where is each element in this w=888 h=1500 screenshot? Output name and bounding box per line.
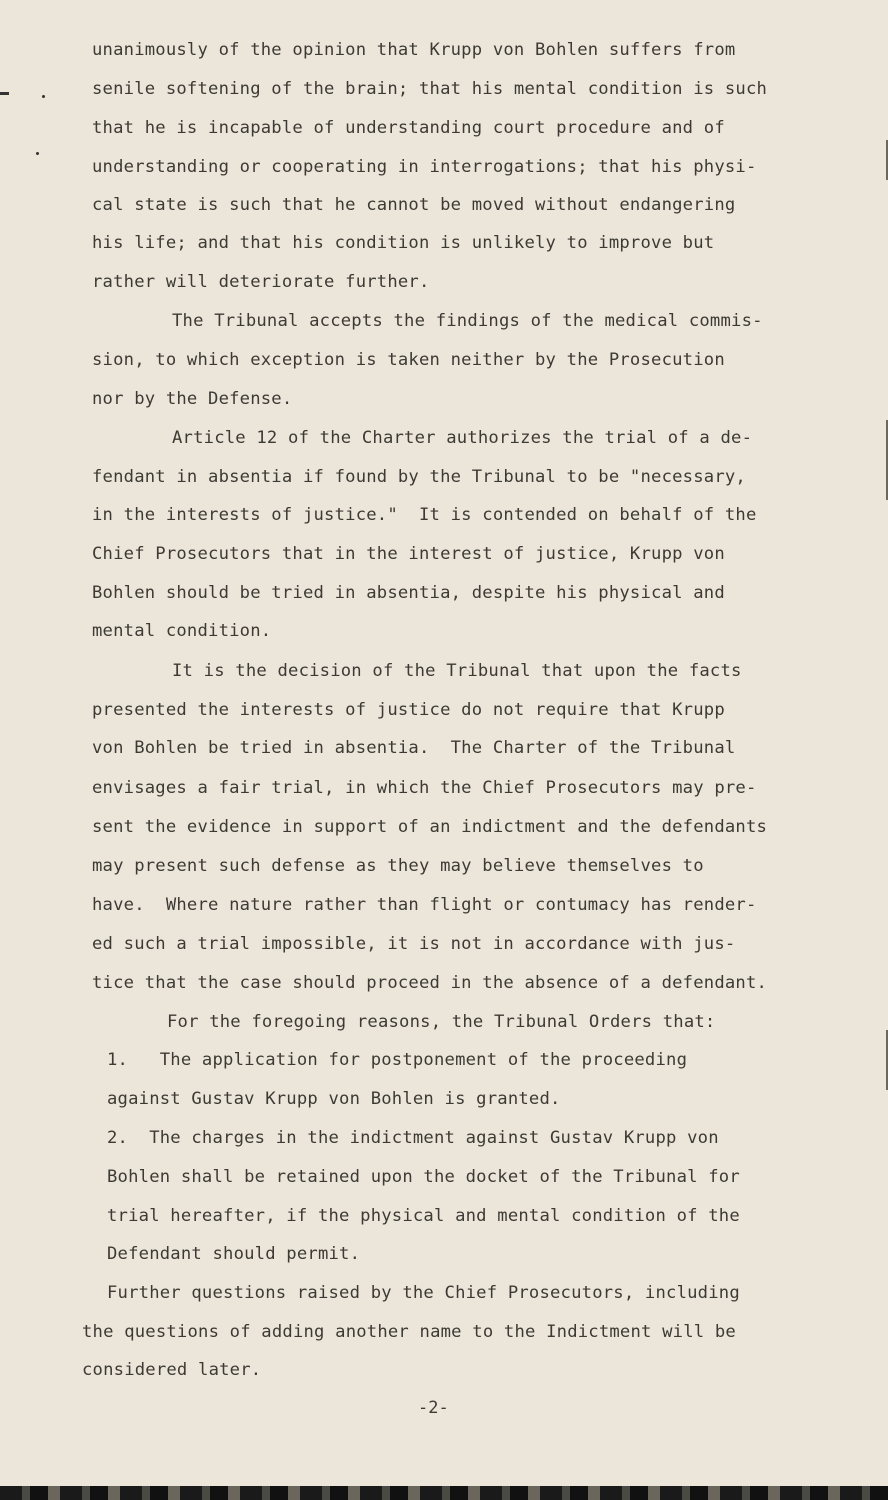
text-line: von Bohlen be tried in absentia. The Charter of the Tribunal bbox=[92, 738, 736, 758]
text-line: 2. The charges in the indictment against Gustav Krupp von bbox=[107, 1128, 719, 1148]
text-line: It is the decision of the Tribunal that upon the facts bbox=[172, 661, 742, 681]
text-line: the questions of adding another name to the Indictment will be bbox=[82, 1322, 736, 1342]
text-line: trial hereafter, if the physical and mental condition of the bbox=[107, 1206, 740, 1226]
text-line: senile softening of the brain; that his mental condition is such bbox=[92, 79, 768, 99]
text-line: sent the evidence in support of an indictment and the defendants bbox=[92, 817, 768, 837]
text-line: sion, to which exception is taken neither by the Prosecution bbox=[92, 350, 725, 370]
text-line: cal state is such that he cannot be moved without endangering bbox=[92, 195, 736, 215]
text-line: nor by the Defense. bbox=[92, 389, 293, 409]
text-line: Defendant should permit. bbox=[107, 1244, 361, 1264]
text-line: fendant in absentia if found by the Tribunal to be "necessary, bbox=[92, 467, 746, 487]
text-line: have. Where nature rather than flight or contumacy has render- bbox=[92, 895, 757, 915]
text-line: in the interests of justice." It is contended on behalf of the bbox=[92, 505, 757, 525]
text-line: unanimously of the opinion that Krupp von Bohlen suffers from bbox=[92, 40, 736, 60]
text-line: Article 12 of the Charter authorizes the trial of a de- bbox=[172, 428, 753, 448]
page-number: -2- bbox=[418, 1398, 449, 1418]
text-line: Bohlen shall be retained upon the docket of the Tribunal for bbox=[107, 1167, 740, 1187]
text-line: ed such a trial impossible, it is not in accordance with jus- bbox=[92, 934, 736, 954]
text-line: 1. The application for postponement of the proceeding bbox=[107, 1050, 688, 1070]
text-line: presented the interests of justice do not require that Krupp bbox=[92, 700, 725, 720]
text-line: envisages a fair trial, in which the Chief Prosecutors may pre- bbox=[92, 778, 757, 798]
text-line: understanding or cooperating in interrogations; that his physi- bbox=[92, 157, 757, 177]
text-line: Bohlen should be tried in absentia, despite his physical and bbox=[92, 583, 725, 603]
text-line: his life; and that his condition is unlikely to improve but bbox=[92, 233, 715, 253]
text-line: against Gustav Krupp von Bohlen is granted. bbox=[107, 1089, 561, 1109]
text-line: The Tribunal accepts the findings of the medical commis- bbox=[172, 311, 763, 331]
text-line: tice that the case should proceed in the absence of a defendant. bbox=[92, 973, 768, 993]
text-line: considered later. bbox=[82, 1360, 262, 1380]
scan-bottom-edge bbox=[0, 1486, 888, 1500]
text-line: For the foregoing reasons, the Tribunal Orders that: bbox=[167, 1012, 716, 1032]
text-line: Chief Prosecutors that in the interest of justice, Krupp von bbox=[92, 544, 725, 564]
text-line: mental condition. bbox=[92, 621, 272, 641]
text-line: may present such defense as they may believe themselves to bbox=[92, 856, 704, 876]
text-line: that he is incapable of understanding court procedure and of bbox=[92, 118, 725, 138]
text-line: rather will deteriorate further. bbox=[92, 272, 430, 292]
text-line: Further questions raised by the Chief Prosecutors, including bbox=[107, 1283, 740, 1303]
margin-dot-mark bbox=[42, 95, 45, 98]
